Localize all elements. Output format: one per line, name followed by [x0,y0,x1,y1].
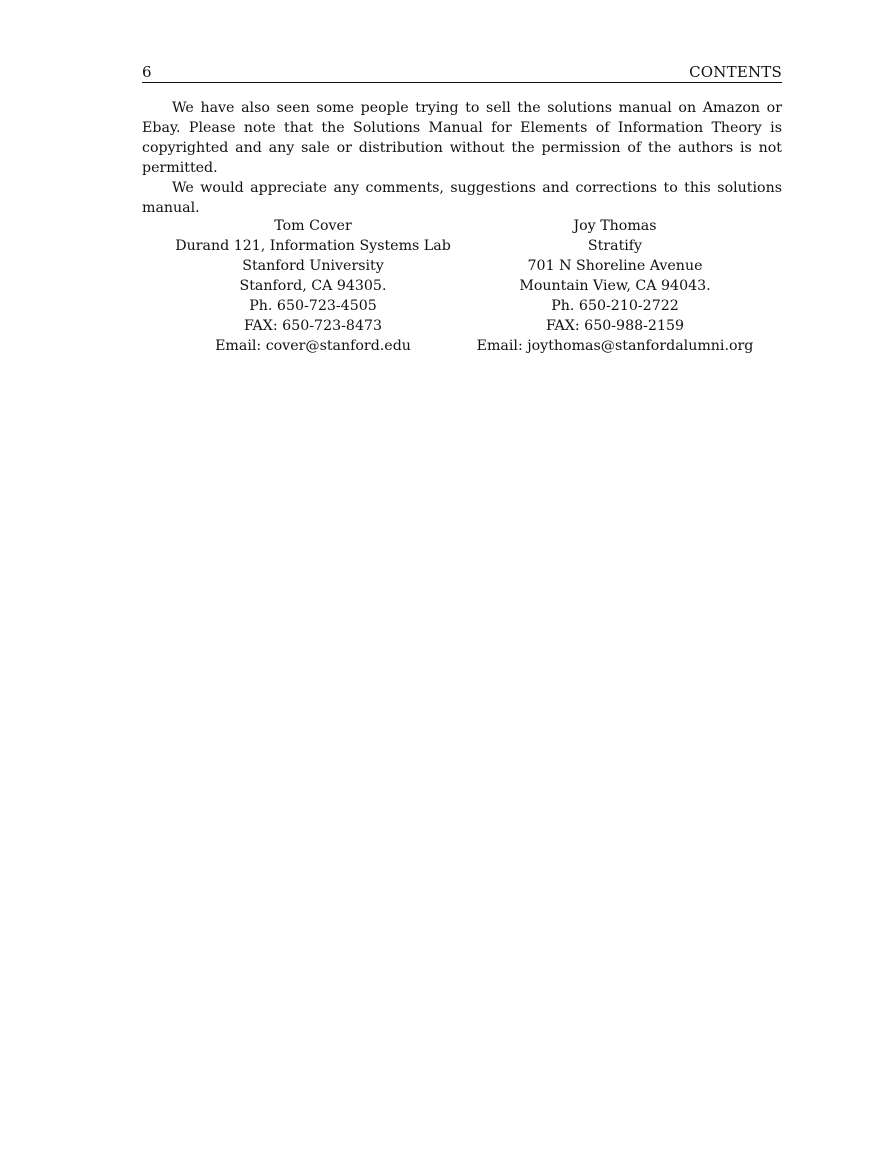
contact-organization: Durand 121, Information Systems Lab [175,238,451,254]
contact-address-line-1: Stanford University [242,258,384,274]
contact-fax: FAX: 650-723-8473 [243,318,383,334]
section-title: CONTENTS [689,63,782,81]
contact-address-line-2: Mountain View, CA 94043. [519,278,711,294]
contact-phone: Ph. 650-723-4505 [249,298,377,314]
contact-phone: Ph. 650-210-2722 [551,298,679,314]
contact-email: Email: joythomas@stanfordalumni.org [476,338,754,354]
paragraph-copyright-notice: We have also seen some people trying to sell the solutions manual on Amazon or Ebay. Please note that the Solutions Manual for Elements of Information Theory is copyrighted and any sale or distribution without the permission of the authors is not permitted. [142,100,782,176]
paragraph-feedback-request: We would appreciate any comments, suggestions and corrections to this solutions manual. [142,180,782,216]
contact-name: Joy Thomas [573,218,657,234]
body-text [142,98,782,218]
contact-fax: FAX: 650-988-2159 [545,318,685,334]
contact-organization: Stratify [587,238,643,254]
contact-address-line-2: Stanford, CA 94305. [239,278,387,294]
contact-block-joy-thomas [464,216,766,356]
running-header [142,62,782,82]
contact-block-tom-cover [162,216,464,356]
contact-address-line-1: 701 N Shoreline Avenue [527,258,703,274]
contact-name: Tom Cover [274,218,352,234]
header-rule [142,82,782,83]
page-number: 6 [142,63,152,81]
contact-email: Email: cover@stanford.edu [215,338,411,354]
